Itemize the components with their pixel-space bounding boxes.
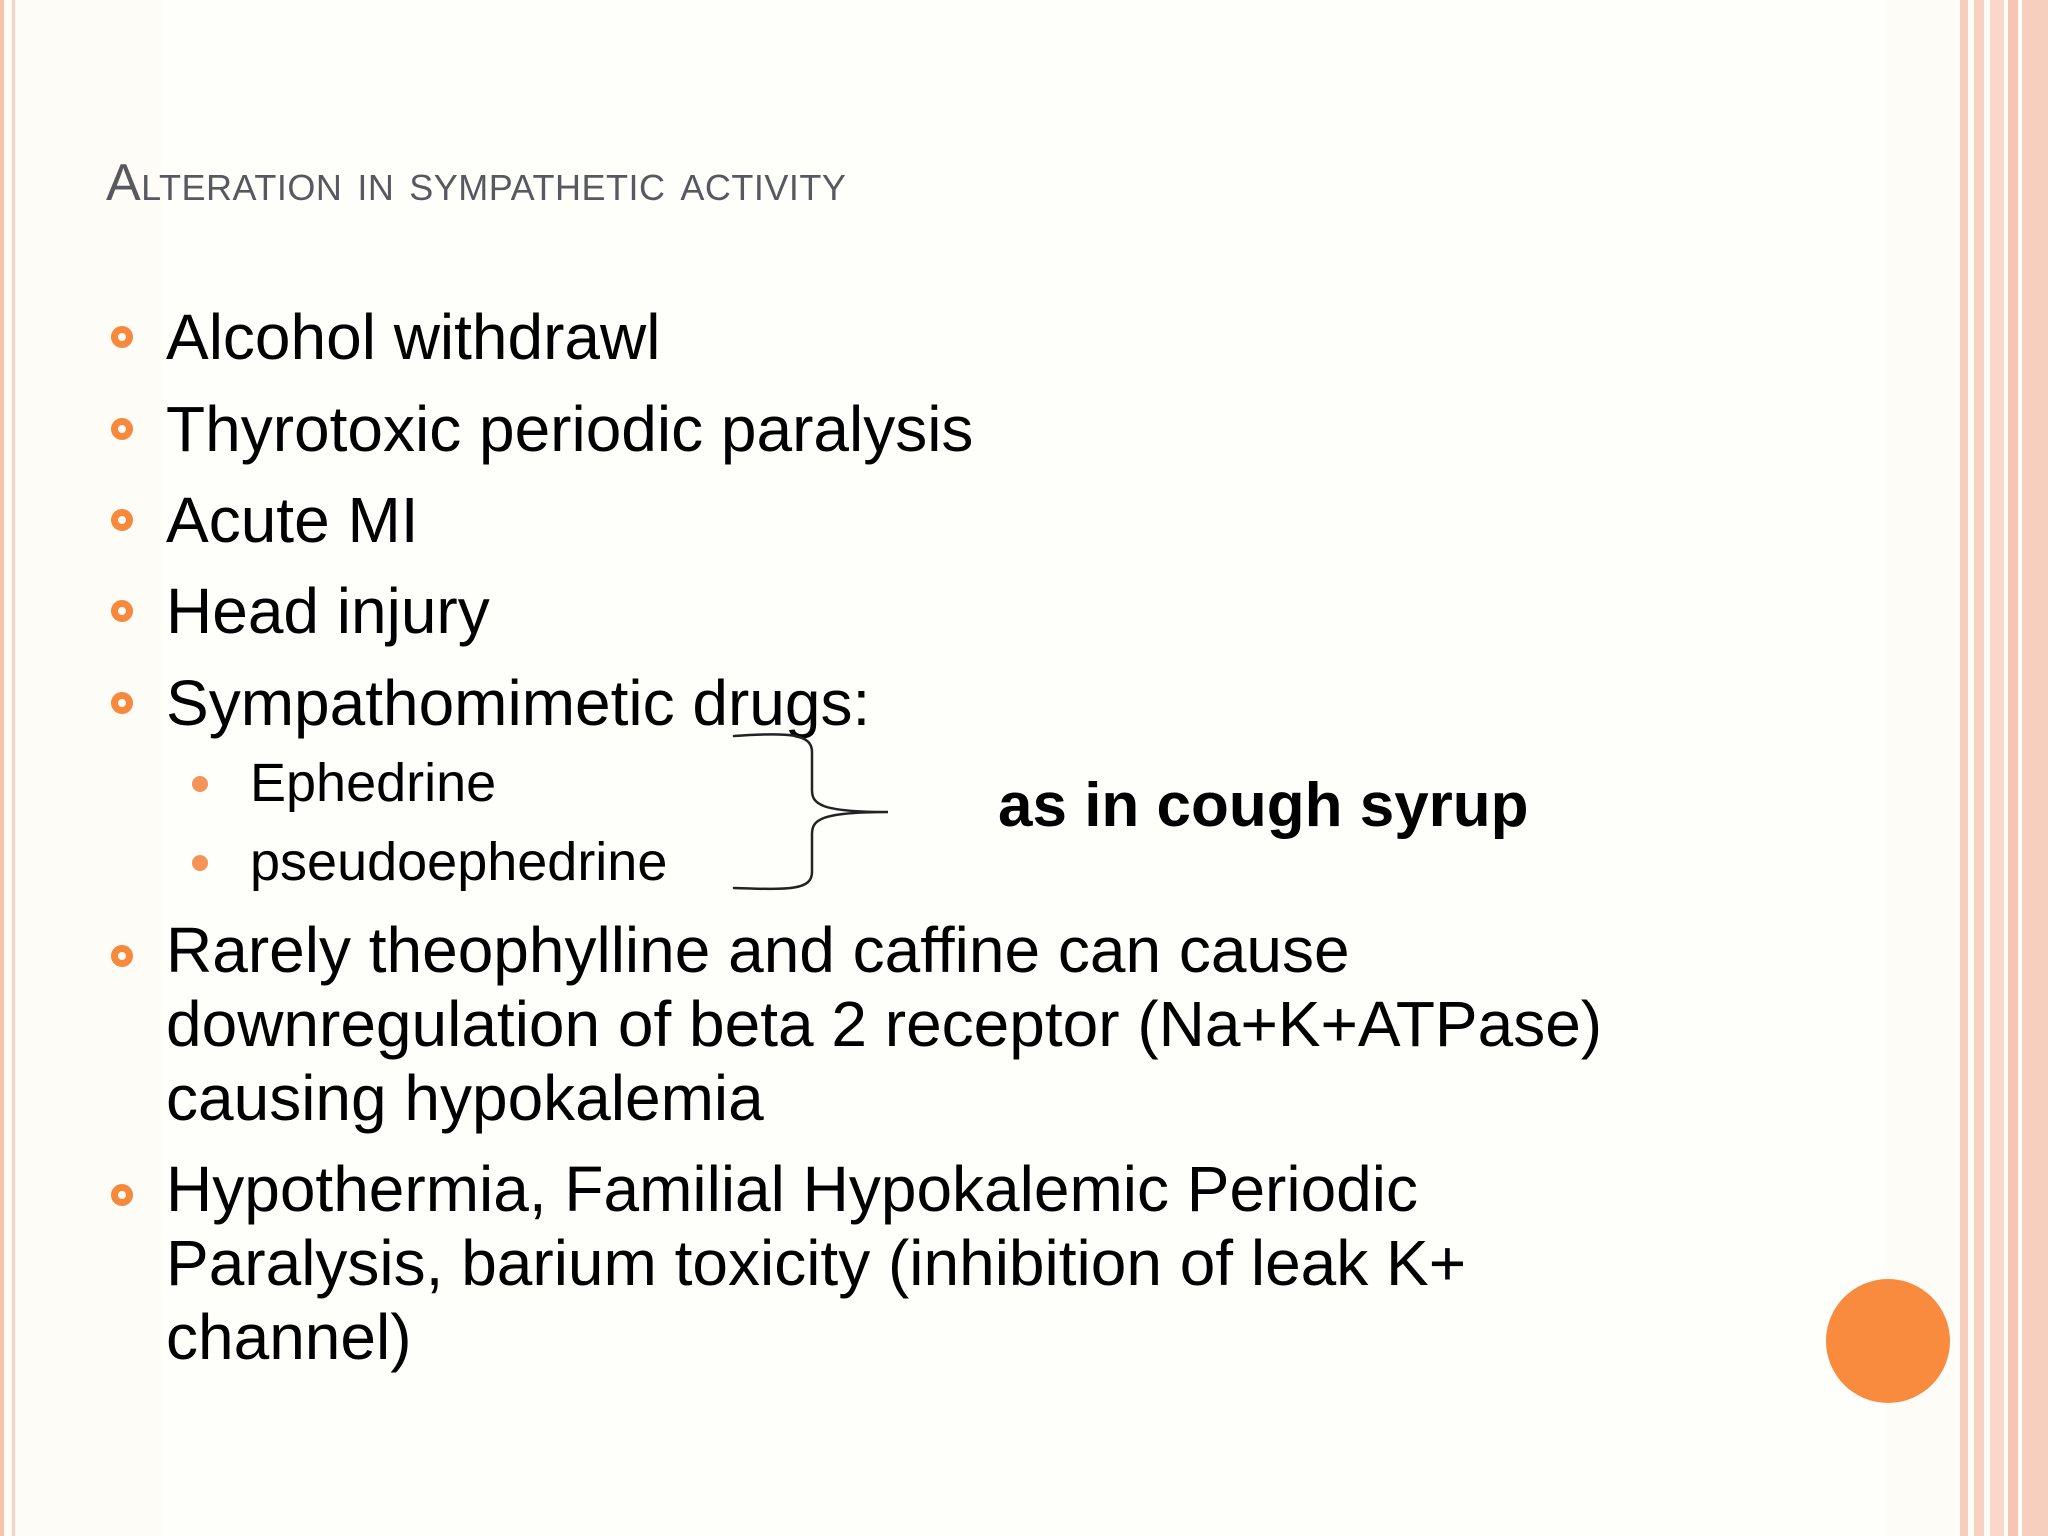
bullet-line: downregulation of beta 2 receptor (Na+K+ATPase) bbox=[166, 988, 1603, 1060]
right-border-stripe bbox=[1990, 0, 2004, 1536]
bullet-circle-icon bbox=[111, 326, 133, 348]
bullet-item: Acute MI bbox=[166, 484, 419, 556]
decorative-orange-circle bbox=[1826, 1279, 1950, 1403]
left-border-stripe bbox=[0, 0, 4, 1536]
sub-bullet-item: Ephedrine bbox=[250, 753, 497, 813]
bullet-line: causing hypokalemia bbox=[166, 1062, 764, 1134]
bullet-line: channel) bbox=[166, 1301, 412, 1373]
right-border-stripe bbox=[1974, 0, 1984, 1536]
right-border-stripe bbox=[1960, 0, 1968, 1536]
slide-title: Alteration in sympathetic activity bbox=[106, 154, 847, 212]
brace-annotation: as in cough syrup bbox=[998, 771, 1529, 840]
bullet-circle-icon bbox=[111, 418, 133, 440]
bullet-line: Paralysis, barium toxicity (inhibition of leak K+ bbox=[166, 1227, 1467, 1299]
bullet-item-multiline bbox=[166, 913, 1766, 1135]
left-border-stripe-inner bbox=[12, 0, 15, 1536]
sub-bullet-item: pseudoephedrine bbox=[250, 832, 668, 892]
bullet-item: Head injury bbox=[166, 575, 490, 647]
bullet-line: Hypothermia, Familial Hypokalemic Periodic bbox=[166, 1153, 1418, 1225]
bullet-circle-icon bbox=[111, 1184, 133, 1206]
right-border-stripe bbox=[2022, 0, 2048, 1536]
sub-bullet-dot-icon bbox=[192, 776, 208, 792]
bullet-item: Alcohol withdrawl bbox=[166, 301, 661, 373]
right-border-stripe bbox=[2008, 0, 2018, 1536]
curly-brace-icon bbox=[730, 730, 890, 900]
bullet-circle-icon bbox=[111, 945, 133, 967]
sub-bullet-dot-icon bbox=[192, 855, 208, 871]
bullet-item: Thyrotoxic periodic paralysis bbox=[166, 393, 974, 465]
bullet-circle-icon bbox=[111, 600, 133, 622]
bullet-item: Sympathomimetic drugs: bbox=[166, 667, 871, 739]
bullet-item-multiline bbox=[166, 1152, 1766, 1374]
bullet-circle-icon bbox=[111, 692, 133, 714]
bullet-circle-icon bbox=[111, 509, 133, 531]
bullet-line: Rarely theophylline and caffine can cause bbox=[166, 914, 1350, 986]
